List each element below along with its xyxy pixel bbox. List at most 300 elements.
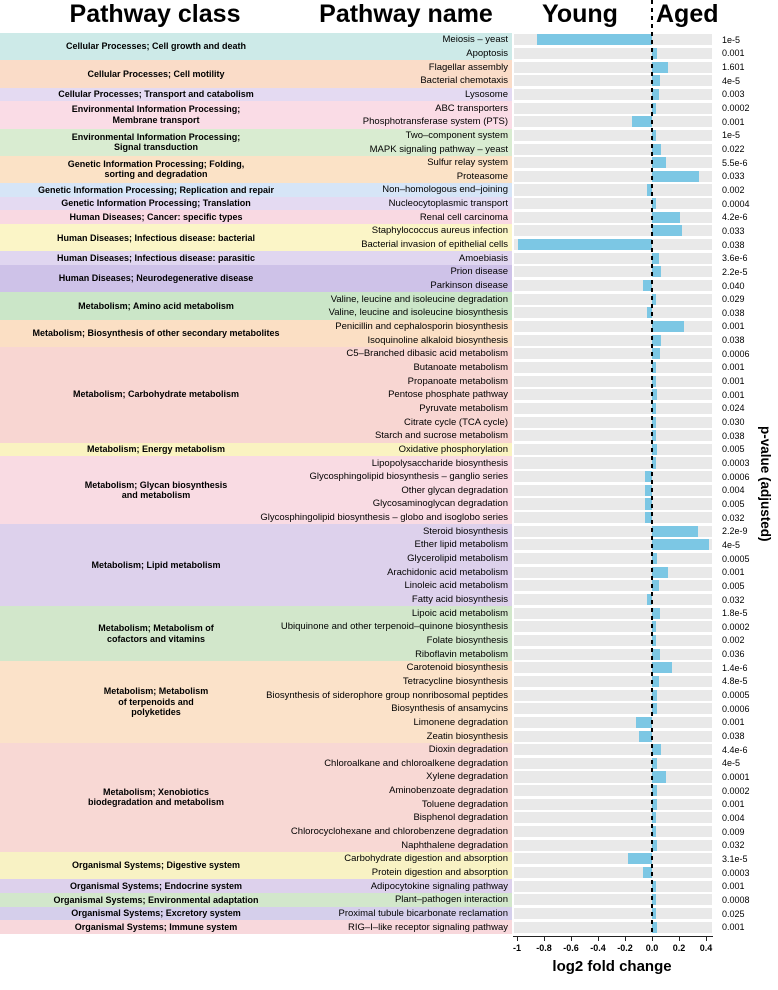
- fold-change-bar: [652, 171, 699, 182]
- p-value-label: 4e-5: [722, 758, 741, 769]
- pathway-row: [0, 620, 778, 634]
- pathway-name-label: Linoleic acid metabolism: [0, 579, 512, 593]
- pathway-class-label: Organismal Systems; Digestive system: [71, 860, 241, 871]
- pathway-row: [0, 224, 778, 238]
- fold-change-bar: [652, 403, 656, 414]
- p-value-label: 0.0002: [722, 103, 750, 114]
- bar-cell: [512, 784, 712, 798]
- fold-change-bar: [652, 744, 661, 755]
- axis-tick-label: -1: [512, 943, 521, 953]
- bar-track: [514, 485, 712, 496]
- bar-track: [514, 703, 712, 714]
- p-value-axis-label-wrap: [758, 33, 773, 934]
- bar-track: [514, 157, 712, 168]
- fold-change-bar: [652, 89, 659, 100]
- axis-tick-label: -0.8: [536, 943, 552, 953]
- p-value-label: 0.0008: [722, 894, 750, 905]
- pathway-row: [0, 320, 778, 334]
- pathway-name-label: Xylene degradation: [0, 770, 512, 784]
- pathway-class-group: [0, 879, 778, 893]
- p-value-label: 0.001: [722, 48, 745, 59]
- p-value-label: 2.2e-9: [722, 526, 748, 537]
- fold-change-bar: [652, 676, 659, 687]
- p-value-label: 0.030: [722, 417, 745, 428]
- fold-change-bar: [652, 526, 698, 537]
- bar-cell: [512, 210, 712, 224]
- bar-track: [514, 580, 712, 591]
- pathway-name-label: Other glycan degradation: [0, 483, 512, 497]
- pathway-row: [0, 197, 778, 211]
- pathway-name-label: Renal cell carcinoma: [0, 210, 512, 224]
- pathway-class-label: Metabolism; Metabolism of cofactors and vitamins: [98, 623, 214, 644]
- fold-change-bar: [652, 826, 656, 837]
- p-value-label: 0.038: [722, 430, 745, 441]
- p-value-axis-label: p-value (adjusted): [758, 425, 773, 542]
- pathway-row: [0, 511, 778, 525]
- pathway-row: [0, 729, 778, 743]
- pathway-class-group: [0, 292, 778, 319]
- pathway-class-group: [0, 251, 778, 265]
- p-value-label: 0.001: [722, 799, 745, 810]
- pathway-name-label: Naphthalene degradation: [0, 838, 512, 852]
- pathway-name-label: Glycosphingolipid biosynthesis – ganglio series: [0, 470, 512, 484]
- bar-cell: [512, 47, 712, 61]
- bar-track: [514, 471, 712, 482]
- p-value-label: 0.038: [722, 731, 745, 742]
- pathway-row: [0, 210, 778, 224]
- pathway-class-group: [0, 183, 778, 197]
- pathway-row: [0, 675, 778, 689]
- pathway-name-label: Pentose phosphate pathway: [0, 388, 512, 402]
- p-value-label: 0.038: [722, 335, 745, 346]
- fold-change-bar: [652, 635, 656, 646]
- bar-track: [514, 184, 712, 195]
- bar-track: [514, 130, 712, 141]
- bar-cell: [512, 716, 712, 730]
- pathway-row: [0, 879, 778, 893]
- p-value-label: 0.032: [722, 840, 745, 851]
- column-header-young: Young: [542, 0, 618, 28]
- pathway-row: [0, 347, 778, 361]
- pathway-name-label: Aminobenzoate degradation: [0, 784, 512, 798]
- bar-cell: [512, 429, 712, 443]
- bar-cell: [512, 60, 712, 74]
- pathway-class-label: Cellular Processes; Cell growth and death: [65, 41, 247, 52]
- pathway-name-label: Two–component system: [0, 129, 512, 143]
- pathway-class-group: [0, 743, 778, 852]
- bar-cell: [512, 129, 712, 143]
- axis-tick: [625, 936, 626, 941]
- bar-track: [514, 662, 712, 673]
- bar-cell: [512, 470, 712, 484]
- pathway-name-label: Arachidonic acid metabolism: [0, 565, 512, 579]
- pathway-name-label: Apoptosis: [0, 47, 512, 61]
- pathway-class-label: Organismal Systems; Immune system: [74, 921, 238, 932]
- axis-tick: [517, 936, 518, 941]
- bar-cell: [512, 279, 712, 293]
- p-value-label: 0.001: [722, 362, 745, 373]
- p-value-label: 0.024: [722, 403, 745, 414]
- p-value-label: 5.5e-6: [722, 157, 748, 168]
- fold-change-bar: [652, 376, 656, 387]
- pathway-class-label: Genetic Information Processing; Replication and repair: [37, 184, 275, 195]
- bar-cell: [512, 757, 712, 771]
- bar-cell: [512, 825, 712, 839]
- bar-track: [514, 812, 712, 823]
- pathway-class-label: Metabolism; Metabolism of terpenoids and polyketides: [103, 686, 209, 718]
- pathway-name-label: C5–Branched dibasic acid metabolism: [0, 347, 512, 361]
- p-value-label: 0.001: [722, 922, 745, 933]
- pathway-class-group: [0, 210, 778, 224]
- bar-track: [514, 690, 712, 701]
- p-value-label: 0.040: [722, 280, 745, 291]
- pathway-name-label: Steroid biosynthesis: [0, 524, 512, 538]
- bar-cell: [512, 606, 712, 620]
- fold-change-bar: [652, 130, 656, 141]
- bar-cell: [512, 497, 712, 511]
- fold-change-bar: [652, 294, 656, 305]
- pathway-class-group: [0, 456, 778, 524]
- pathway-row: [0, 306, 778, 320]
- bar-cell: [512, 33, 712, 47]
- p-value-label: 3.1e-5: [722, 853, 748, 864]
- bar-track: [514, 48, 712, 59]
- fold-change-bar: [652, 649, 660, 660]
- bar-cell: [512, 729, 712, 743]
- pathway-class-group: [0, 320, 778, 347]
- bar-cell: [512, 743, 712, 757]
- pathway-row: [0, 634, 778, 648]
- bar-cell: [512, 634, 712, 648]
- p-value-label: 0.032: [722, 512, 745, 523]
- pathway-row: [0, 115, 778, 129]
- bar-track: [514, 430, 712, 441]
- bar-cell: [512, 183, 712, 197]
- x-axis: [0, 934, 778, 990]
- pathway-name-label: Proteasome: [0, 170, 512, 184]
- pathway-row: [0, 593, 778, 607]
- bar-cell: [512, 251, 712, 265]
- pathway-row: [0, 279, 778, 293]
- bar-cell: [512, 443, 712, 457]
- bar-track: [514, 594, 712, 605]
- fold-change-bar: [537, 34, 652, 45]
- p-value-label: 0.0006: [722, 471, 750, 482]
- p-value-label: 0.005: [722, 580, 745, 591]
- pathway-name-label: Lysosome: [0, 88, 512, 102]
- p-value-label: 0.002: [722, 635, 745, 646]
- pathway-class-group: [0, 893, 778, 907]
- pathway-name-label: Glycosaminoglycan degradation: [0, 497, 512, 511]
- fold-change-bar: [652, 553, 657, 564]
- pathway-name-label: Bisphenol degradation: [0, 811, 512, 825]
- pathway-row: [0, 47, 778, 61]
- bar-cell: [512, 838, 712, 852]
- bar-cell: [512, 661, 712, 675]
- bar-track: [514, 376, 712, 387]
- p-value-label: 0.001: [722, 321, 745, 332]
- bar-cell: [512, 524, 712, 538]
- p-value-label: 0.0003: [722, 458, 750, 468]
- pathway-name-label: Tetracycline biosynthesis: [0, 675, 512, 689]
- bar-track: [514, 771, 712, 782]
- bar-cell: [512, 347, 712, 361]
- fold-change-bar: [652, 812, 656, 823]
- pathway-name-label: Propanoate metabolism: [0, 374, 512, 388]
- fold-change-bar: [518, 239, 652, 250]
- pathway-class-label: Human Diseases; Infectious disease: parasitic: [56, 252, 256, 263]
- bar-cell: [512, 852, 712, 866]
- bar-track: [514, 621, 712, 632]
- pathway-class-group: [0, 852, 778, 879]
- pathway-class-group: [0, 224, 778, 251]
- bar-cell: [512, 361, 712, 375]
- pathway-row: [0, 101, 778, 115]
- p-value-label: 0.005: [722, 498, 745, 509]
- pathway-class-group: [0, 661, 778, 743]
- bar-track: [514, 103, 712, 114]
- fold-change-bar: [652, 703, 657, 714]
- pathway-name-label: Adipocytokine signaling pathway: [0, 879, 512, 893]
- pathway-row: [0, 688, 778, 702]
- pathway-name-label: Valine, leucine and isoleucine degradation: [0, 292, 512, 306]
- bar-cell: [512, 483, 712, 497]
- pathway-name-label: Glycerolipid metabolism: [0, 552, 512, 566]
- fold-change-bar: [652, 225, 682, 236]
- fold-change-bar: [652, 799, 657, 810]
- pathway-class-group: [0, 907, 778, 921]
- p-value-label: 3.6e-6: [722, 253, 748, 264]
- fold-change-bar: [652, 321, 684, 332]
- bar-cell: [512, 907, 712, 921]
- fold-change-bar: [652, 621, 656, 632]
- p-value-label: 0.029: [722, 294, 745, 305]
- pathway-row: [0, 579, 778, 593]
- bar-track: [514, 922, 712, 933]
- bar-cell: [512, 797, 712, 811]
- p-value-label: 0.004: [722, 812, 745, 823]
- bar-cell: [512, 593, 712, 607]
- bar-cell: [512, 74, 712, 88]
- bar-track: [514, 512, 712, 523]
- pathway-class-label: Human Diseases; Cancer: specific types: [69, 212, 243, 223]
- pathway-class-group: [0, 156, 778, 183]
- fold-change-bar: [652, 417, 656, 428]
- pathway-row: [0, 811, 778, 825]
- p-value-label: 0.0001: [722, 771, 750, 782]
- bar-cell: [512, 402, 712, 416]
- fold-change-bar: [652, 771, 666, 782]
- fold-change-bar: [628, 853, 652, 864]
- pathway-row: [0, 497, 778, 511]
- bar-cell: [512, 333, 712, 347]
- fold-change-bar: [652, 103, 656, 114]
- pathway-name-label: Carbohydrate digestion and absorption: [0, 852, 512, 866]
- fold-change-bar: [652, 662, 672, 673]
- pathway-name-label: Starch and sucrose metabolism: [0, 429, 512, 443]
- pathway-name-label: Parkinson disease: [0, 279, 512, 293]
- bar-track: [514, 417, 712, 428]
- axis-tick: [544, 936, 545, 941]
- pathway-row: [0, 743, 778, 757]
- bar-track: [514, 280, 712, 291]
- fold-change-bar: [652, 253, 659, 264]
- pathway-class-group: [0, 347, 778, 443]
- p-value-label: 1e-5: [722, 34, 741, 45]
- bar-track: [514, 744, 712, 755]
- fold-change-bar: [652, 348, 660, 359]
- bar-cell: [512, 320, 712, 334]
- pathway-name-label: Penicillin and cephalosporin biosynthesis: [0, 320, 512, 334]
- bar-track: [514, 253, 712, 264]
- pathway-name-label: Nucleocytoplasmic transport: [0, 197, 512, 211]
- fold-change-bar: [652, 62, 668, 73]
- bar-cell: [512, 866, 712, 880]
- pathway-row: [0, 429, 778, 443]
- pathway-name-label: Amoebiasis: [0, 251, 512, 265]
- pathway-row: [0, 33, 778, 47]
- bar-cell: [512, 101, 712, 115]
- pathway-class-label: Metabolism; Carbohydrate metabolism: [72, 389, 240, 400]
- bar-track: [514, 717, 712, 728]
- pathway-row: [0, 483, 778, 497]
- axis-tick-label: -0.2: [617, 943, 633, 953]
- pathway-name-label: Ubiquinone and other terpenoid–quinone biosynthesis: [0, 620, 512, 634]
- axis-tick: [598, 936, 599, 941]
- pathway-class-label: Organismal Systems; Endocrine system: [69, 880, 243, 891]
- pathway-row: [0, 183, 778, 197]
- pathway-class-group: [0, 129, 778, 156]
- pathway-name-label: Sulfur relay system: [0, 156, 512, 170]
- p-value-label: 1.8e-5: [722, 608, 748, 619]
- bar-track: [514, 389, 712, 400]
- pathway-name-label: Pyruvate metabolism: [0, 402, 512, 416]
- pathway-row: [0, 333, 778, 347]
- bar-cell: [512, 142, 712, 156]
- bar-track: [514, 567, 712, 578]
- bar-track: [514, 225, 712, 236]
- pathway-name-label: Citrate cycle (TCA cycle): [0, 415, 512, 429]
- pathway-row: [0, 757, 778, 771]
- pathway-row: [0, 238, 778, 252]
- bar-cell: [512, 893, 712, 907]
- p-value-label: 0.038: [722, 307, 745, 318]
- bar-track: [514, 144, 712, 155]
- pathway-class-label: Genetic Information Processing; Folding, sorting and degradation: [67, 158, 245, 180]
- bar-cell: [512, 224, 712, 238]
- bar-track: [514, 403, 712, 414]
- pathway-name-label: Meiosis – yeast: [0, 33, 512, 47]
- pathway-row: [0, 702, 778, 716]
- bar-track: [514, 335, 712, 346]
- p-value-label: 0.001: [722, 567, 745, 578]
- p-value-label: 4.8e-5: [722, 676, 748, 687]
- pathway-class-label: Environmental Information Processing; Signal transduction: [71, 131, 241, 153]
- fold-change-bar: [652, 580, 659, 591]
- bar-track: [514, 444, 712, 455]
- pathway-row: [0, 907, 778, 921]
- pathway-name-label: Flagellar assembly: [0, 60, 512, 74]
- pathway-name-label: Bacterial invasion of epithelial cells: [0, 238, 512, 252]
- bar-track: [514, 307, 712, 318]
- bar-cell: [512, 265, 712, 279]
- bar-cell: [512, 292, 712, 306]
- fold-change-bar: [652, 908, 656, 919]
- pathway-class-label: Organismal Systems; Excretory system: [71, 908, 241, 919]
- pathway-row: [0, 647, 778, 661]
- pathway-name-label: Biosynthesis of ansamycins: [0, 702, 512, 716]
- bar-track: [514, 498, 712, 509]
- pathway-row: [0, 88, 778, 102]
- bar-track: [514, 908, 712, 919]
- bar-track: [514, 853, 712, 864]
- bar-cell: [512, 688, 712, 702]
- p-value-label: 0.001: [722, 717, 745, 728]
- pathway-class-label: Metabolism; Amino acid metabolism: [78, 300, 234, 311]
- pathway-row: [0, 265, 778, 279]
- pathway-name-label: Protein digestion and absorption: [0, 866, 512, 880]
- pathway-class-label: Metabolism; Glycan biosynthesis and metabolism: [84, 479, 228, 501]
- p-value-label: 1e-5: [722, 130, 741, 141]
- p-value-label: 0.005: [722, 444, 745, 455]
- pathway-row: [0, 838, 778, 852]
- bar-track: [514, 676, 712, 687]
- bar-cell: [512, 675, 712, 689]
- pathway-name-label: Chloroalkane and chloroalkene degradation: [0, 757, 512, 771]
- bar-track: [514, 881, 712, 892]
- bar-cell: [512, 511, 712, 525]
- bar-cell: [512, 156, 712, 170]
- pathway-row: [0, 784, 778, 798]
- pathway-name-label: Limonene degradation: [0, 716, 512, 730]
- pathway-name-label: Prion disease: [0, 265, 512, 279]
- pathway-row: [0, 524, 778, 538]
- p-value-label: 0.001: [722, 389, 745, 400]
- pathway-name-label: Oxidative phosphorylation: [0, 443, 512, 457]
- axis-tick: [652, 936, 653, 941]
- pathway-name-label: RIG–I–like receptor signaling pathway: [0, 920, 512, 934]
- bar-track: [514, 635, 712, 646]
- fold-change-bar: [652, 389, 657, 400]
- pathway-class-label: Cellular Processes; Cell motility: [87, 68, 225, 79]
- column-header-pathway-name: Pathway name: [319, 0, 493, 28]
- bar-track: [514, 608, 712, 619]
- fold-change-bar: [652, 144, 661, 155]
- pathway-class-group: [0, 101, 778, 128]
- pathway-row: [0, 292, 778, 306]
- p-value-label: 0.0006: [722, 348, 750, 359]
- pathway-row: [0, 456, 778, 470]
- pathway-class-label: Metabolism; Energy metabolism: [86, 444, 226, 455]
- axis-tick-label: -0.4: [590, 943, 606, 953]
- bar-track: [514, 457, 712, 468]
- pathway-row: [0, 156, 778, 170]
- bar-track: [514, 758, 712, 769]
- bar-track: [514, 731, 712, 742]
- bar-track: [514, 62, 712, 73]
- pathway-row: [0, 852, 778, 866]
- bar-track: [514, 649, 712, 660]
- pathway-class-group: [0, 524, 778, 606]
- bar-cell: [512, 197, 712, 211]
- bar-cell: [512, 388, 712, 402]
- pathway-name-label: Dioxin degradation: [0, 743, 512, 757]
- pathway-class-label: Genetic Information Processing; Translation: [61, 198, 251, 209]
- pathway-class-group: [0, 60, 778, 87]
- pathway-class-group: [0, 920, 778, 934]
- bar-track: [514, 826, 712, 837]
- fold-change-bar: [652, 567, 668, 578]
